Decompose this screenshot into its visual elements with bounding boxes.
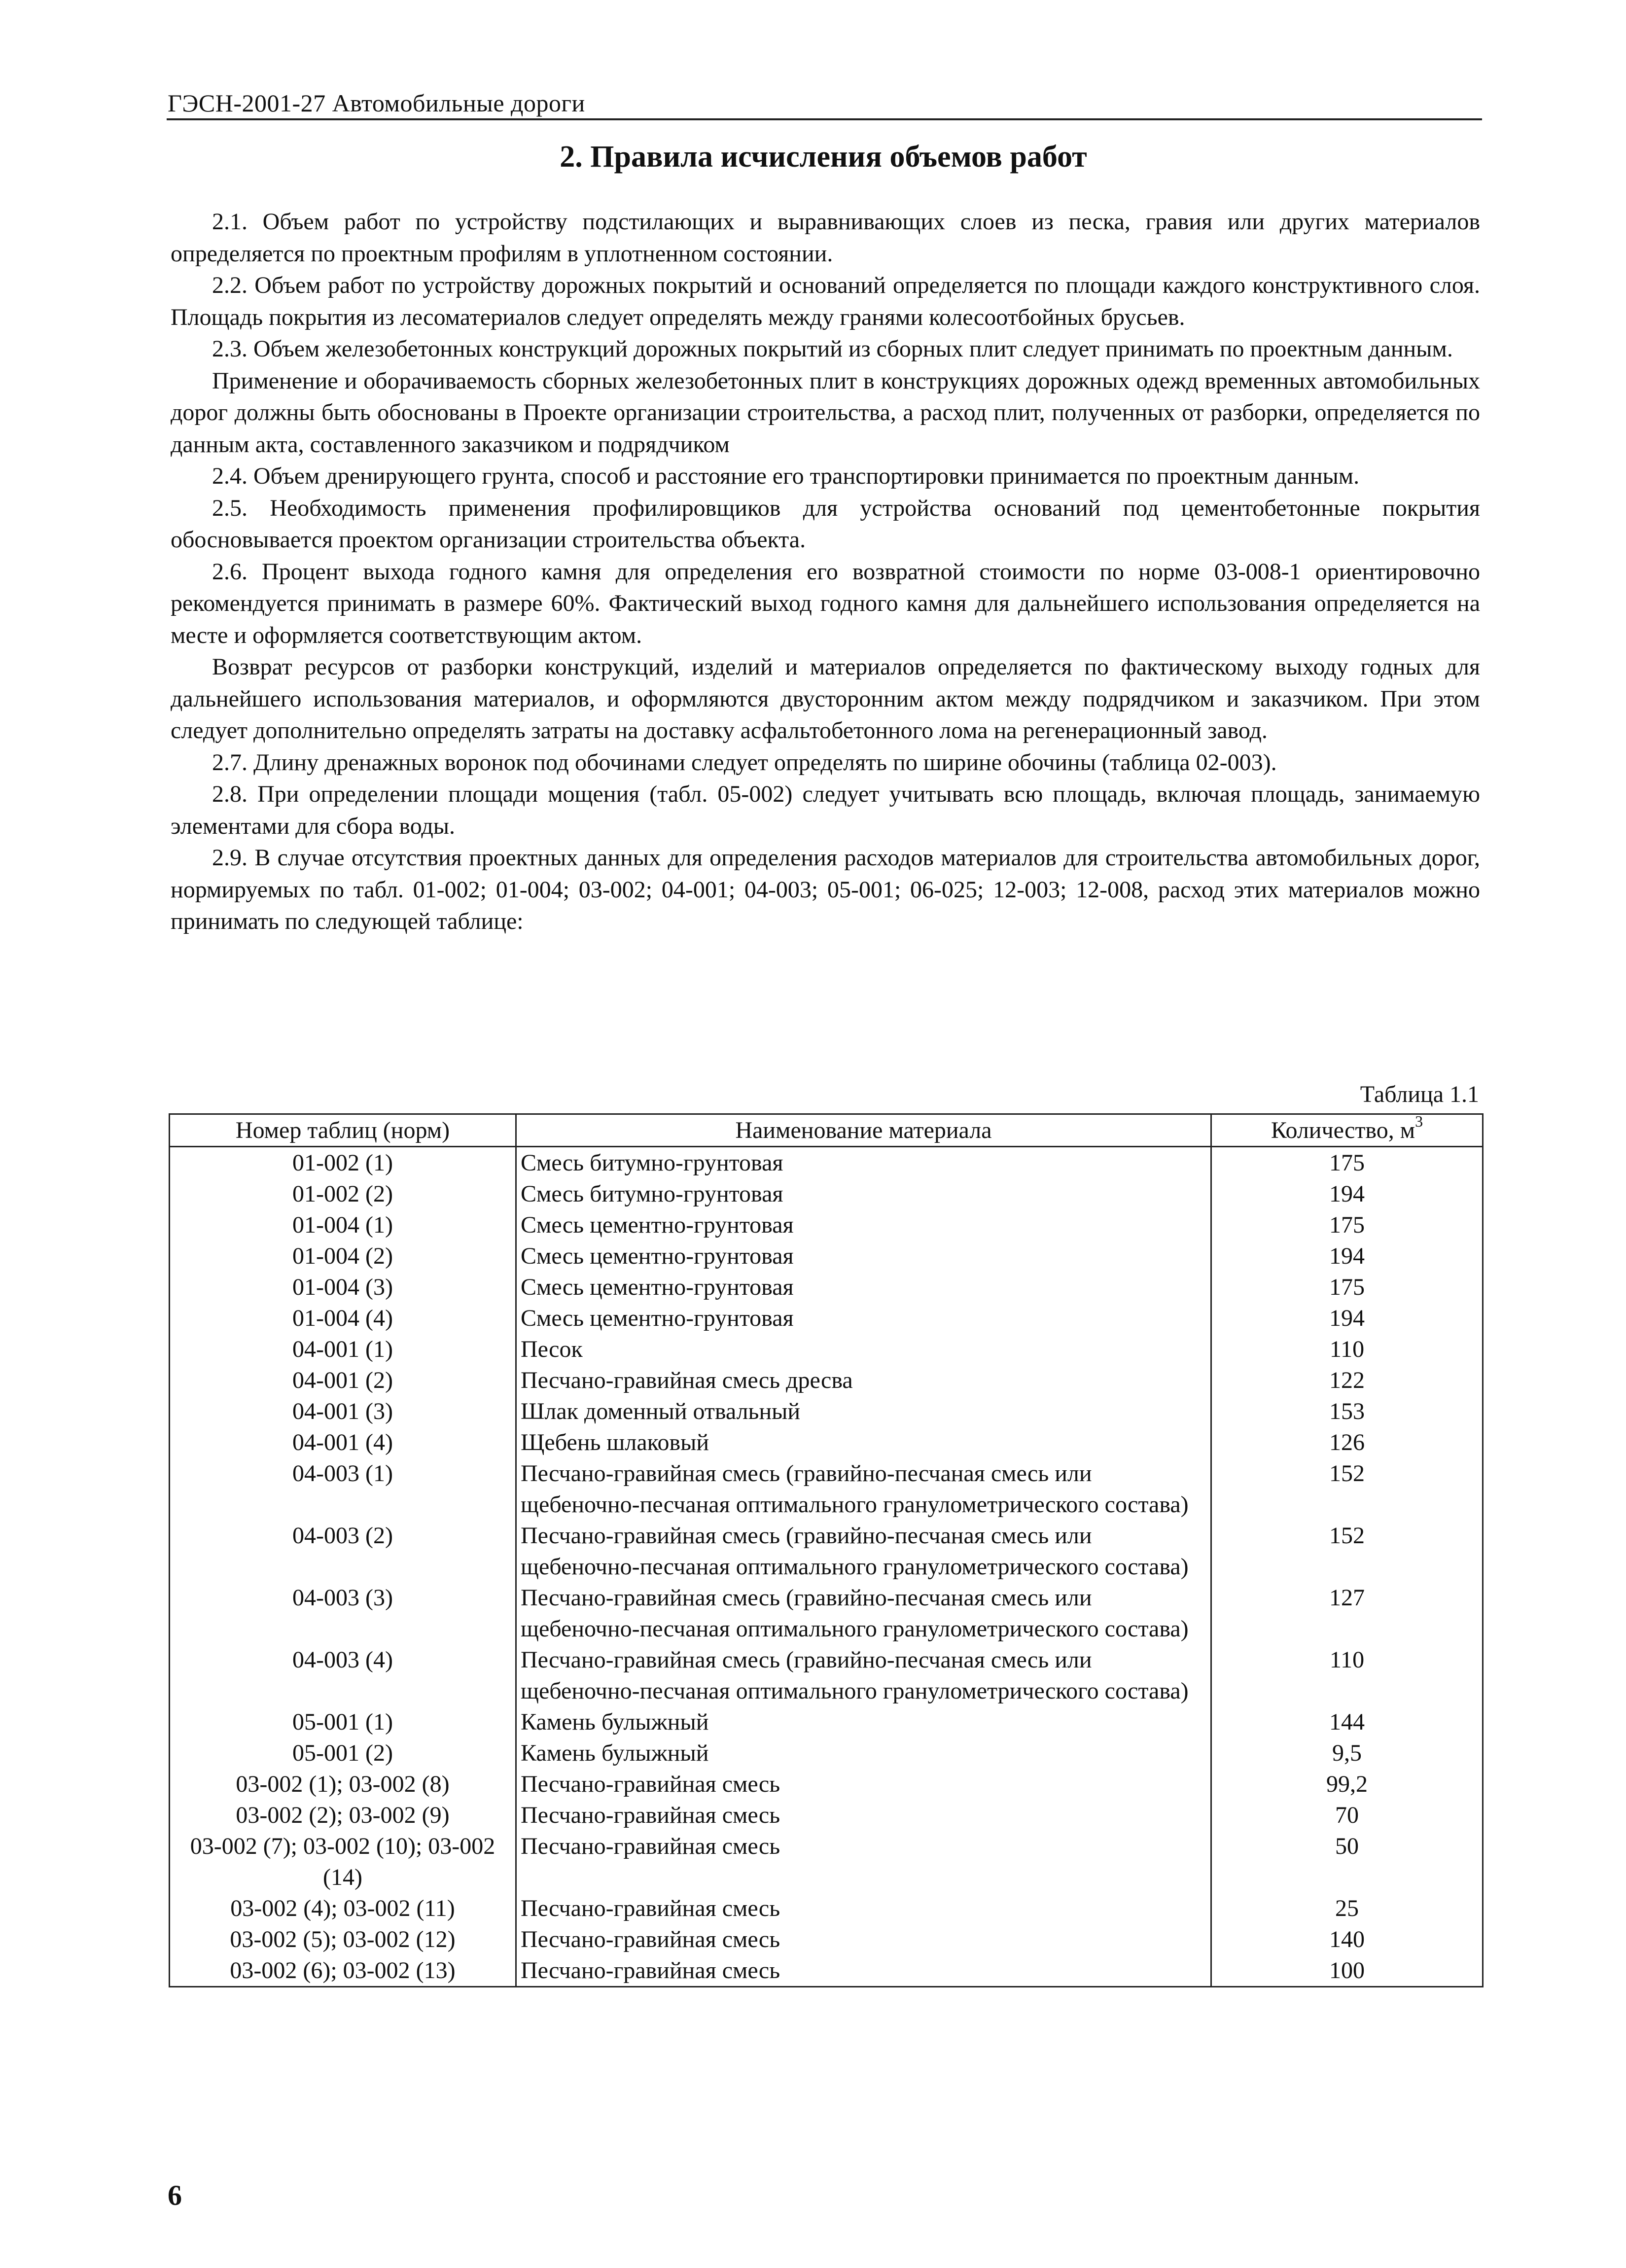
- norm-cell: 03-002 (4); 03-002 (11): [170, 1893, 516, 1924]
- table-row: [170, 1458, 1483, 1520]
- material-cell: Песчано-гравийная смесь (гравийно-песчаная смесь или щебеночно-песчаная оптимального гранулометрического состава): [516, 1582, 1211, 1644]
- material-cell: Смесь битумно-грунтовая: [516, 1147, 1211, 1179]
- table-row: [170, 1303, 1483, 1334]
- quantity-cell: 152: [1211, 1458, 1483, 1520]
- header-divider: [167, 118, 1482, 120]
- paragraph-2-1: 2.1. Объем работ по устройству подстилающих и выравнивающих слоев из песка, гравия или других материалов определяется по проектным профилям в уплотненном состоянии.: [171, 209, 1480, 267]
- header-norm: Номер таблиц (норм): [170, 1114, 516, 1147]
- norm-cell: 03-002 (6); 03-002 (13): [170, 1955, 516, 1987]
- table-row: [170, 1396, 1483, 1427]
- norm-cell: 01-002 (2): [170, 1178, 516, 1209]
- norm-cell: 04-003 (1): [170, 1458, 516, 1520]
- table-row: [170, 1893, 1483, 1924]
- material-cell: Смесь цементно-грунтовая: [516, 1272, 1211, 1303]
- material-cell: Песчано-гравийная смесь (гравийно-песчаная смесь или щебеночно-песчаная оптимального гранулометрического состава): [516, 1644, 1211, 1706]
- material-cell: Смесь битумно-грунтовая: [516, 1178, 1211, 1209]
- table-row: [170, 1769, 1483, 1800]
- quantity-cell: 99,2: [1211, 1769, 1483, 1800]
- material-cell: Песчано-гравийная смесь: [516, 1831, 1211, 1893]
- table-caption: Таблица 1.1: [1360, 1081, 1479, 1107]
- material-cell: Песчано-гравийная смесь дресва: [516, 1365, 1211, 1396]
- norm-cell: 03-002 (7); 03-002 (10); 03-002 (14): [170, 1831, 516, 1893]
- norm-cell: 04-001 (3): [170, 1396, 516, 1427]
- material-cell: Щебень шлаковый: [516, 1427, 1211, 1458]
- material-cell: Песчано-гравийная смесь: [516, 1924, 1211, 1955]
- table-row: [170, 1427, 1483, 1458]
- header-quantity-unit-exponent: 3: [1415, 1112, 1423, 1130]
- header-quantity-label: Количество, м: [1271, 1117, 1415, 1143]
- material-cell: Смесь цементно-грунтовая: [516, 1240, 1211, 1272]
- material-cell: Песчано-гравийная смесь (гравийно-песчаная смесь или щебеночно-песчаная оптимального гранулометрического состава): [516, 1520, 1211, 1582]
- quantity-cell: 100: [1211, 1955, 1483, 1987]
- material-cell: Песчано-гравийная смесь (гравийно-песчаная смесь или щебеночно-песчаная оптимального гранулометрического состава): [516, 1458, 1211, 1520]
- norm-cell: 04-001 (1): [170, 1334, 516, 1365]
- norm-cell: 04-003 (2): [170, 1520, 516, 1582]
- norm-cell: 03-002 (2); 03-002 (9): [170, 1800, 516, 1831]
- table-row: [170, 1178, 1483, 1209]
- paragraph-2-4: 2.4. Объем дренирующего грунта, способ и расстояние его транспортировки принимается по проектным данным.: [212, 463, 1360, 489]
- quantity-cell: 140: [1211, 1924, 1483, 1955]
- quantity-cell: 152: [1211, 1520, 1483, 1582]
- norm-cell: 05-001 (1): [170, 1706, 516, 1737]
- running-header: ГЭСН-2001-27 Автомобильные дороги: [168, 89, 585, 117]
- norm-cell: 04-003 (3): [170, 1582, 516, 1644]
- quantity-cell: 50: [1211, 1831, 1483, 1893]
- materials-table: [169, 1113, 1484, 1987]
- quantity-cell: 175: [1211, 1147, 1483, 1179]
- section-title: 2. Правила исчисления объемов работ: [560, 140, 1087, 174]
- body-text: [171, 206, 1480, 938]
- header-quantity: [1211, 1114, 1483, 1147]
- quantity-cell: 110: [1211, 1334, 1483, 1365]
- norm-cell: 03-002 (5); 03-002 (12): [170, 1924, 516, 1955]
- quantity-cell: 194: [1211, 1178, 1483, 1209]
- norm-cell: 04-003 (4): [170, 1644, 516, 1706]
- table-row: [170, 1334, 1483, 1365]
- material-cell: Камень булыжный: [516, 1706, 1211, 1737]
- paragraph-2-7: 2.7. Длину дренажных воронок под обочинами следует определять по ширине обочины (таблица 02-003).: [212, 749, 1277, 776]
- material-cell: Шлак доменный отвальный: [516, 1396, 1211, 1427]
- quantity-cell: 175: [1211, 1209, 1483, 1240]
- norm-cell: 01-004 (3): [170, 1272, 516, 1303]
- table-row: [170, 1147, 1483, 1179]
- paragraph-2-6-note: Возврат ресурсов от разборки конструкций, изделий и материалов определяется по фактическому выходу годных для дальнейшего использования материалов, и оформляются двусторонним актом между подрядчиком и заказчиком. При этом следует дополнительно определять затраты на доставку асфальтобетонного лома на регенерационный завод.: [171, 654, 1480, 744]
- paragraph-2-9: 2.9. В случае отсутствия проектных данных для определения расходов материалов для строительства автомобильных дорог, нормируемых по табл. 01-002; 01-004; 03-002; 04-001; 04-003; 05-001; 06-025; 12-003; 12-008, расход этих материалов можно принимать по следующей таблице:: [171, 845, 1480, 934]
- quantity-cell: 70: [1211, 1800, 1483, 1831]
- table-row: [170, 1924, 1483, 1955]
- table-row: [170, 1644, 1483, 1706]
- paragraph-2-2: 2.2. Объем работ по устройству дорожных покрытий и оснований определяется по площади каждого конструктивного слоя. Площадь покрытия из лесоматериалов следует определять между гранями колесоотбойных брусьев.: [171, 272, 1480, 330]
- quantity-cell: 25: [1211, 1893, 1483, 1924]
- material-cell: Песчано-гравийная смесь: [516, 1955, 1211, 1987]
- table-row: [170, 1520, 1483, 1582]
- quantity-cell: 153: [1211, 1396, 1483, 1427]
- page-number: 6: [168, 2179, 182, 2211]
- material-cell: Камень булыжный: [516, 1737, 1211, 1769]
- norm-cell: 01-004 (2): [170, 1240, 516, 1272]
- quantity-cell: 9,5: [1211, 1737, 1483, 1769]
- table-row: [170, 1955, 1483, 1987]
- quantity-cell: 194: [1211, 1240, 1483, 1272]
- table-row: [170, 1272, 1483, 1303]
- norm-cell: 03-002 (1); 03-002 (8): [170, 1769, 516, 1800]
- table-row: [170, 1365, 1483, 1396]
- material-cell: Песчано-гравийная смесь: [516, 1893, 1211, 1924]
- table-header-row: [170, 1114, 1483, 1147]
- header-material: Наименование материала: [516, 1114, 1211, 1147]
- norm-cell: 01-004 (1): [170, 1209, 516, 1240]
- material-cell: Песчано-гравийная смесь: [516, 1800, 1211, 1831]
- material-cell: Смесь цементно-грунтовая: [516, 1209, 1211, 1240]
- quantity-cell: 194: [1211, 1303, 1483, 1334]
- paragraph-2-3: 2.3. Объем железобетонных конструкций дорожных покрытий из сборных плит следует принимать по проектным данным.: [212, 336, 1453, 362]
- material-cell: Смесь цементно-грунтовая: [516, 1303, 1211, 1334]
- quantity-cell: 127: [1211, 1582, 1483, 1644]
- quantity-cell: 175: [1211, 1272, 1483, 1303]
- paragraph-2-5: 2.5. Необходимость применения профилировщиков для устройства оснований под цементобетонные покрытия обосновывается проектом организации строительства объекта.: [171, 495, 1480, 553]
- norm-cell: 04-001 (2): [170, 1365, 516, 1396]
- paragraph-2-8: 2.8. При определении площади мощения (табл. 05-002) следует учитывать всю площадь, включая площадь, занимаемую элементами для сбора воды.: [171, 781, 1480, 839]
- table-row: [170, 1582, 1483, 1644]
- table-row: [170, 1800, 1483, 1831]
- table-row: [170, 1240, 1483, 1272]
- table-row: [170, 1209, 1483, 1240]
- quantity-cell: 110: [1211, 1644, 1483, 1706]
- material-cell: Песчано-гравийная смесь: [516, 1769, 1211, 1800]
- paragraph-2-3-note: Применение и оборачиваемость сборных железобетонных плит в конструкциях дорожных одежд временных автомобильных дорог должны быть обоснованы в Проекте организации строительства, а расход плит, полученных от разборки, определяется по данным акта, составленного заказчиком и подрядчиком: [171, 367, 1480, 458]
- table-row: [170, 1831, 1483, 1893]
- norm-cell: 04-001 (4): [170, 1427, 516, 1458]
- table-row: [170, 1737, 1483, 1769]
- norm-cell: 01-004 (4): [170, 1303, 516, 1334]
- table-body: [170, 1147, 1483, 1987]
- quantity-cell: 126: [1211, 1427, 1483, 1458]
- material-cell: Песок: [516, 1334, 1211, 1365]
- norm-cell: 05-001 (2): [170, 1737, 516, 1769]
- norm-cell: 01-002 (1): [170, 1147, 516, 1179]
- quantity-cell: 122: [1211, 1365, 1483, 1396]
- paragraph-2-6: 2.6. Процент выхода годного камня для определения его возвратной стоимости по норме 03-008-1 ориентировочно рекомендуется принимать в размере 60%. Фактический выход годного камня для дальнейшего использования определяется на месте и оформляется соответствующим актом.: [171, 558, 1480, 648]
- quantity-cell: 144: [1211, 1706, 1483, 1737]
- table-row: [170, 1706, 1483, 1737]
